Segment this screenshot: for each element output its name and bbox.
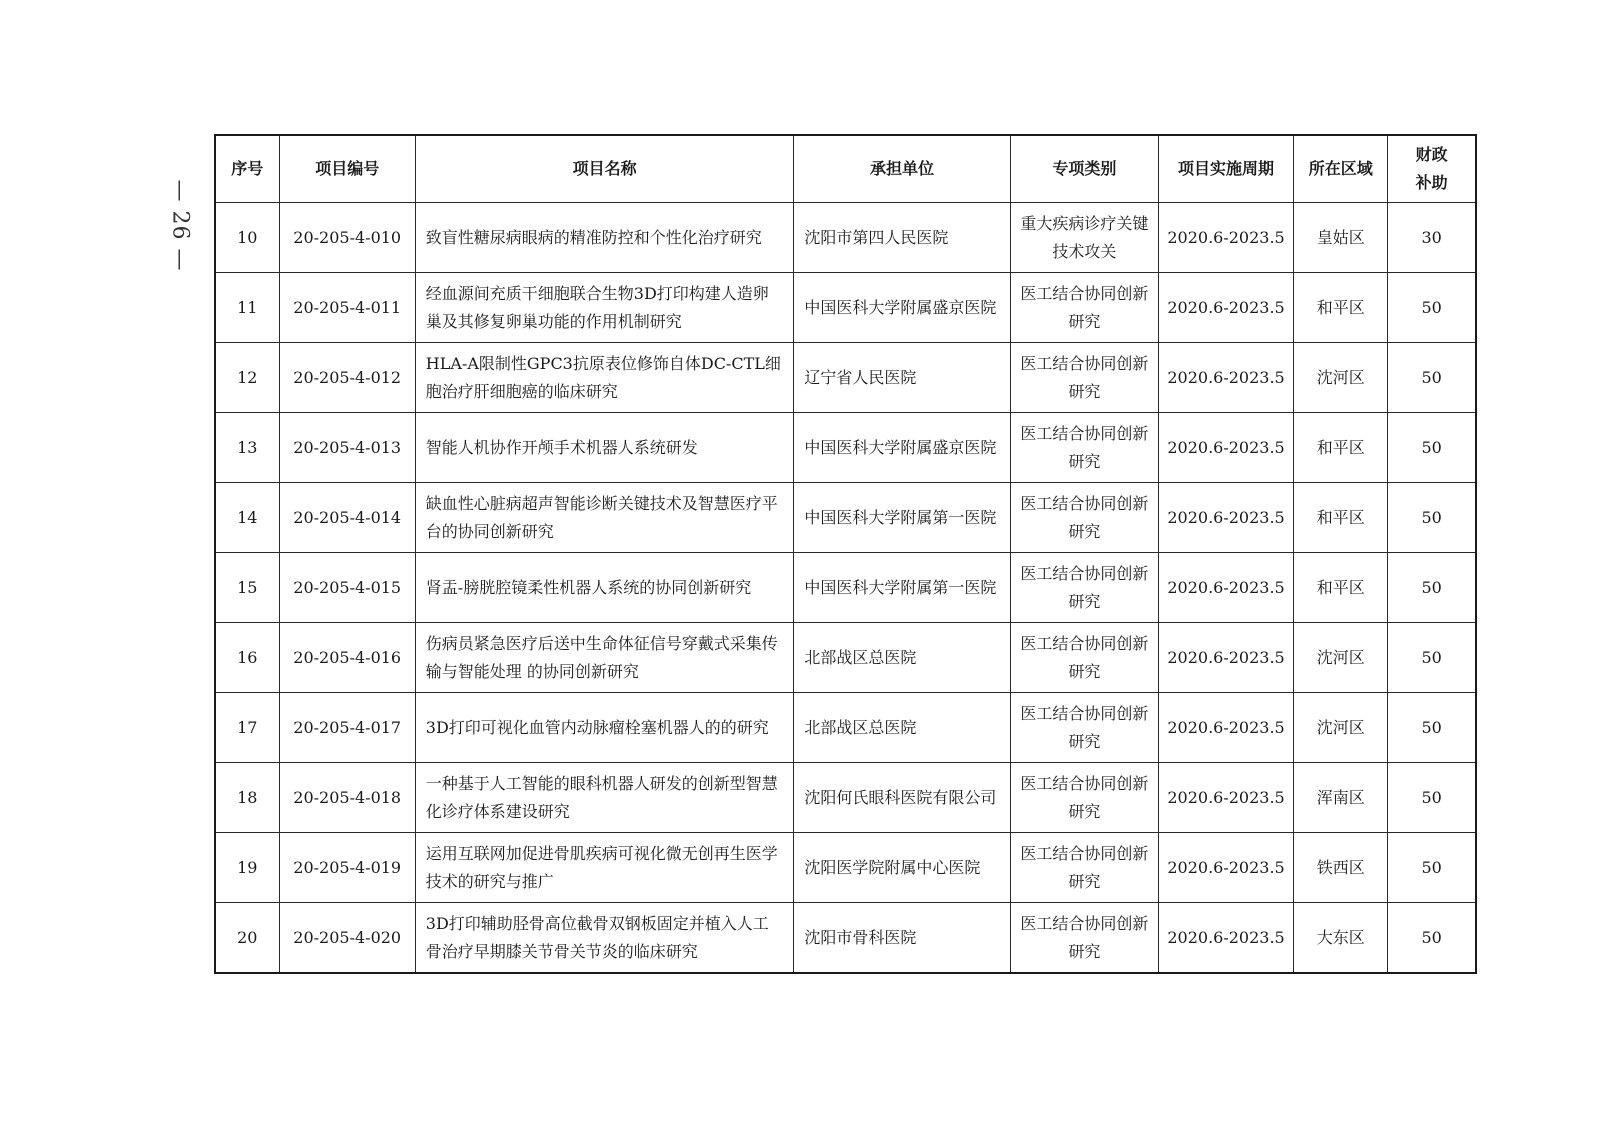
cell-unit: 沈阳市骨科医院: [794, 903, 1010, 974]
cell-name: 缺血性心脏病超声智能诊断关键技术及智慧医疗平台的协同创新研究: [415, 483, 794, 553]
cell-seq: 14: [215, 483, 279, 553]
cell-unit: 中国医科大学附属盛京医院: [794, 273, 1010, 343]
header-seq: 序号: [215, 135, 279, 203]
cell-name: 运用互联网加促进骨肌疾病可视化微无创再生医学技术的研究与推广: [415, 833, 794, 903]
cell-code: 20-205-4-012: [279, 343, 415, 413]
cell-code: 20-205-4-020: [279, 903, 415, 974]
cell-period: 2020.6-2023.5: [1158, 413, 1293, 483]
cell-category: 医工结合协同创新研究: [1010, 833, 1158, 903]
table-row: [215, 413, 1476, 483]
header-code: 项目编号: [279, 135, 415, 203]
cell-district: 和平区: [1294, 483, 1388, 553]
page-number: [160, 175, 200, 275]
cell-name: 一种基于人工智能的眼科机器人研发的创新型智慧化诊疗体系建设研究: [415, 763, 794, 833]
cell-category: 医工结合协同创新研究: [1010, 623, 1158, 693]
cell-subsidy: 50: [1388, 693, 1476, 763]
cell-subsidy: 50: [1388, 273, 1476, 343]
page-number-text: — 26 —: [167, 179, 193, 271]
cell-district: 和平区: [1294, 273, 1388, 343]
cell-category: 医工结合协同创新研究: [1010, 763, 1158, 833]
cell-subsidy: 30: [1388, 203, 1476, 273]
cell-seq: 10: [215, 203, 279, 273]
table-row: [215, 553, 1476, 623]
cell-category: 重大疾病诊疗关键技术攻关: [1010, 203, 1158, 273]
cell-district: 浑南区: [1294, 763, 1388, 833]
cell-period: 2020.6-2023.5: [1158, 273, 1293, 343]
cell-seq: 20: [215, 903, 279, 974]
cell-seq: 13: [215, 413, 279, 483]
table-row: [215, 273, 1476, 343]
cell-unit: 中国医科大学附属盛京医院: [794, 413, 1010, 483]
cell-subsidy: 50: [1388, 343, 1476, 413]
cell-code: 20-205-4-018: [279, 763, 415, 833]
cell-seq: 15: [215, 553, 279, 623]
cell-code: 20-205-4-010: [279, 203, 415, 273]
cell-subsidy: 50: [1388, 483, 1476, 553]
header-subsidy-line2: 补助: [1415, 173, 1448, 192]
cell-code: 20-205-4-019: [279, 833, 415, 903]
cell-unit: 北部战区总医院: [794, 693, 1010, 763]
table-header: [215, 135, 1476, 203]
cell-category: 医工结合协同创新研究: [1010, 343, 1158, 413]
cell-unit: 沈阳市第四人民医院: [794, 203, 1010, 273]
cell-period: 2020.6-2023.5: [1158, 203, 1293, 273]
cell-name: 伤病员紧急医疗后送中生命体征信号穿戴式采集传输与智能处理 的协同创新研究: [415, 623, 794, 693]
cell-period: 2020.6-2023.5: [1158, 483, 1293, 553]
header-name: 项目名称: [415, 135, 794, 203]
cell-district: 沈河区: [1294, 693, 1388, 763]
cell-code: 20-205-4-014: [279, 483, 415, 553]
project-table: [214, 134, 1477, 974]
cell-period: 2020.6-2023.5: [1158, 763, 1293, 833]
table-row: [215, 483, 1476, 553]
cell-district: 和平区: [1294, 553, 1388, 623]
cell-district: 皇姑区: [1294, 203, 1388, 273]
cell-name: 肾盂-膀胱腔镜柔性机器人系统的协同创新研究: [415, 553, 794, 623]
cell-code: 20-205-4-017: [279, 693, 415, 763]
cell-period: 2020.6-2023.5: [1158, 903, 1293, 974]
cell-subsidy: 50: [1388, 553, 1476, 623]
cell-seq: 16: [215, 623, 279, 693]
cell-seq: 11: [215, 273, 279, 343]
cell-category: 医工结合协同创新研究: [1010, 483, 1158, 553]
cell-subsidy: 50: [1388, 763, 1476, 833]
table-row: [215, 203, 1476, 273]
header-subsidy-line1: 财政: [1415, 145, 1448, 164]
header-period: 项目实施周期: [1158, 135, 1293, 203]
cell-code: 20-205-4-013: [279, 413, 415, 483]
cell-unit: 中国医科大学附属第一医院: [794, 483, 1010, 553]
table-row: [215, 623, 1476, 693]
cell-category: 医工结合协同创新研究: [1010, 273, 1158, 343]
table-row: [215, 833, 1476, 903]
cell-district: 和平区: [1294, 413, 1388, 483]
cell-period: 2020.6-2023.5: [1158, 623, 1293, 693]
cell-unit: 辽宁省人民医院: [794, 343, 1010, 413]
cell-subsidy: 50: [1388, 903, 1476, 974]
cell-name: 3D打印可视化血管内动脉瘤栓塞机器人的的研究: [415, 693, 794, 763]
table-body: [215, 203, 1476, 974]
cell-code: 20-205-4-011: [279, 273, 415, 343]
cell-period: 2020.6-2023.5: [1158, 693, 1293, 763]
cell-seq: 12: [215, 343, 279, 413]
cell-district: 沈河区: [1294, 623, 1388, 693]
cell-name: 经血源间充质干细胞联合生物3D打印构建人造卵巢及其修复卵巢功能的作用机制研究: [415, 273, 794, 343]
cell-subsidy: 50: [1388, 623, 1476, 693]
table-row: [215, 903, 1476, 974]
header-unit: 承担单位: [794, 135, 1010, 203]
cell-name: 3D打印辅助胫骨高位截骨双钢板固定并植入人工骨治疗早期膝关节骨关节炎的临床研究: [415, 903, 794, 974]
cell-period: 2020.6-2023.5: [1158, 833, 1293, 903]
cell-subsidy: 50: [1388, 833, 1476, 903]
cell-seq: 19: [215, 833, 279, 903]
cell-period: 2020.6-2023.5: [1158, 553, 1293, 623]
cell-code: 20-205-4-015: [279, 553, 415, 623]
cell-seq: 17: [215, 693, 279, 763]
cell-category: 医工结合协同创新研究: [1010, 553, 1158, 623]
cell-period: 2020.6-2023.5: [1158, 343, 1293, 413]
cell-subsidy: 50: [1388, 413, 1476, 483]
header-district: 所在区域: [1294, 135, 1388, 203]
cell-unit: 中国医科大学附属第一医院: [794, 553, 1010, 623]
header-row: [215, 135, 1476, 203]
header-subsidy: [1388, 135, 1476, 203]
table-row: [215, 693, 1476, 763]
cell-unit: 沈阳医学院附属中心医院: [794, 833, 1010, 903]
cell-district: 铁西区: [1294, 833, 1388, 903]
cell-name: HLA-A限制性GPC3抗原表位修饰自体DC-CTL细胞治疗肝细胞癌的临床研究: [415, 343, 794, 413]
cell-unit: 北部战区总医院: [794, 623, 1010, 693]
cell-unit: 沈阳何氏眼科医院有限公司: [794, 763, 1010, 833]
table-row: [215, 763, 1476, 833]
table-row: [215, 343, 1476, 413]
cell-category: 医工结合协同创新研究: [1010, 903, 1158, 974]
cell-name: 智能人机协作开颅手术机器人系统研发: [415, 413, 794, 483]
cell-code: 20-205-4-016: [279, 623, 415, 693]
cell-seq: 18: [215, 763, 279, 833]
cell-name: 致盲性糖尿病眼病的精准防控和个性化治疗研究: [415, 203, 794, 273]
cell-district: 大东区: [1294, 903, 1388, 974]
header-category: 专项类别: [1010, 135, 1158, 203]
cell-category: 医工结合协同创新研究: [1010, 693, 1158, 763]
cell-district: 沈河区: [1294, 343, 1388, 413]
cell-category: 医工结合协同创新研究: [1010, 413, 1158, 483]
